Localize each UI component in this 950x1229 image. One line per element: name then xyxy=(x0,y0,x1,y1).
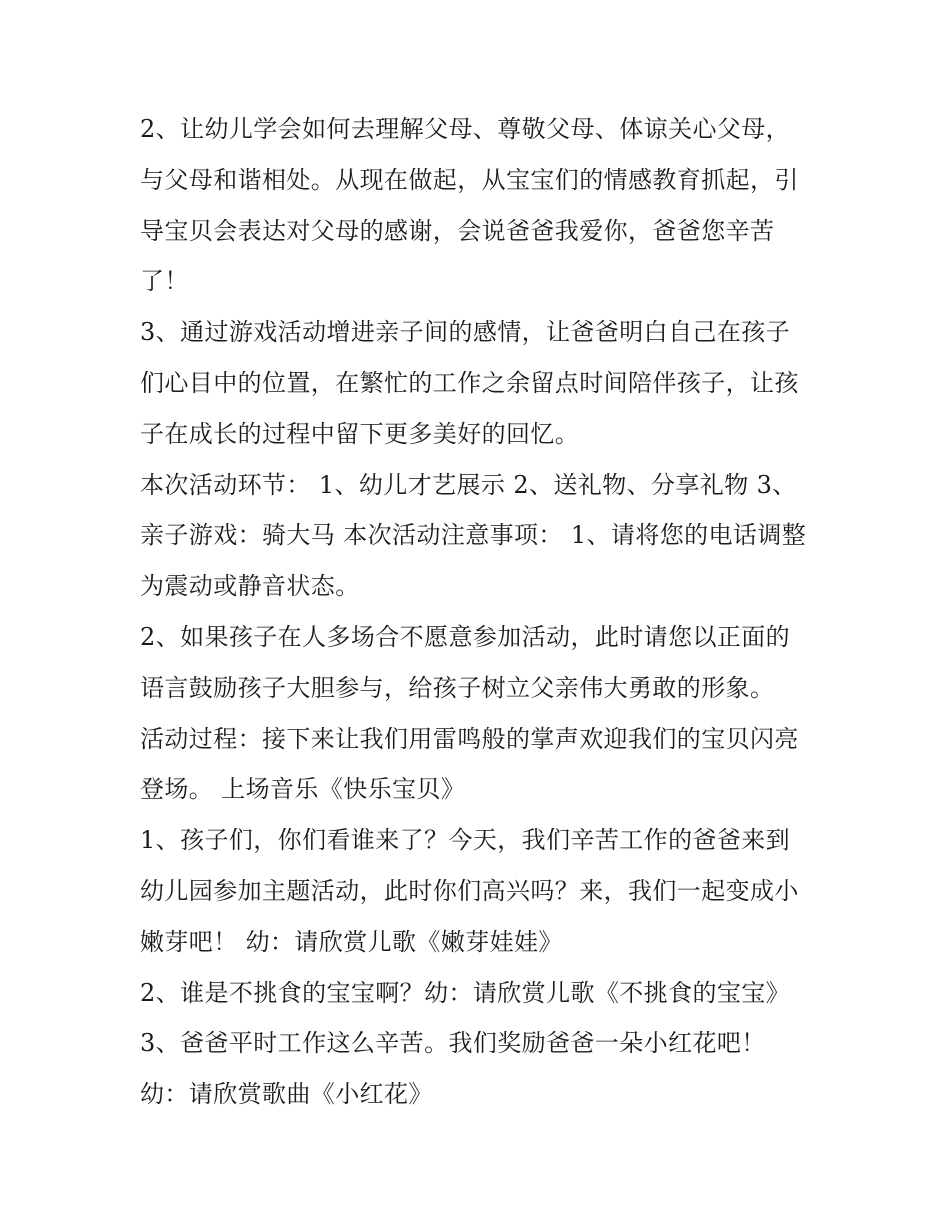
text-line: 1、孩子们，你们看谁来了？今天，我们辛苦工作的爸爸来到 xyxy=(140,826,791,855)
text-line: 语言鼓励孩子大胆参与，给孩子树立父亲伟大勇敢的形象。 xyxy=(140,673,775,702)
text-line: 3、通过游戏活动增进亲子间的感情，让爸爸明白自己在孩子 xyxy=(140,318,791,347)
text-line: 2、谁是不挑食的宝宝啊？幼：请欣赏儿歌《不挑食的宝宝》 xyxy=(140,978,791,1007)
text-line: 本次活动环节： 1、幼儿才艺展示 2、送礼物、分享礼物 3、 xyxy=(140,470,797,499)
text-line: 幼：请欣赏歌曲《小红花》 xyxy=(140,1080,433,1109)
text-line: 2、让幼儿学会如何去理解父母、尊敬父母、体谅关心父母， xyxy=(140,115,791,143)
document-body xyxy=(140,104,820,1120)
text-line: 登场。 上场音乐《快乐宝贝》 xyxy=(140,775,466,804)
text-line: 活动过程：接下来让我们用雷鸣般的掌声欢迎我们的宝贝闪亮 xyxy=(140,724,799,753)
text-line: 导宝贝会表达对父母的感谢，会说爸爸我爱你，爸爸您辛苦 xyxy=(140,216,775,245)
text-line: 亲子游戏：骑大马 本次活动注意事项： 1、请将您的电话调整 xyxy=(140,521,807,550)
text-line: 了！ xyxy=(140,267,189,296)
text-line: 子在成长的过程中留下更多美好的回忆。 xyxy=(140,419,580,448)
text-line: 为震动或静音状态。 xyxy=(140,572,360,601)
text-line: 嫩芽吧！ 幼：请欣赏儿歌《嫩芽娃娃》 xyxy=(140,927,563,956)
text-line: 与父母和谐相处。从现在做起，从宝宝们的情感教育抓起，引 xyxy=(140,165,799,194)
text-line: 3、爸爸平时工作这么辛苦。我们奖励爸爸一朵小红花吧！ xyxy=(140,1029,766,1058)
text-line: 幼儿园参加主题活动，此时你们高兴吗？来，我们一起变成小 xyxy=(140,876,799,905)
text-line: 们心目中的位置，在繁忙的工作之余留点时间陪伴孩子，让孩 xyxy=(140,368,799,397)
text-line: 2、如果孩子在人多场合不愿意参加活动，此时请您以正面的 xyxy=(140,622,791,651)
